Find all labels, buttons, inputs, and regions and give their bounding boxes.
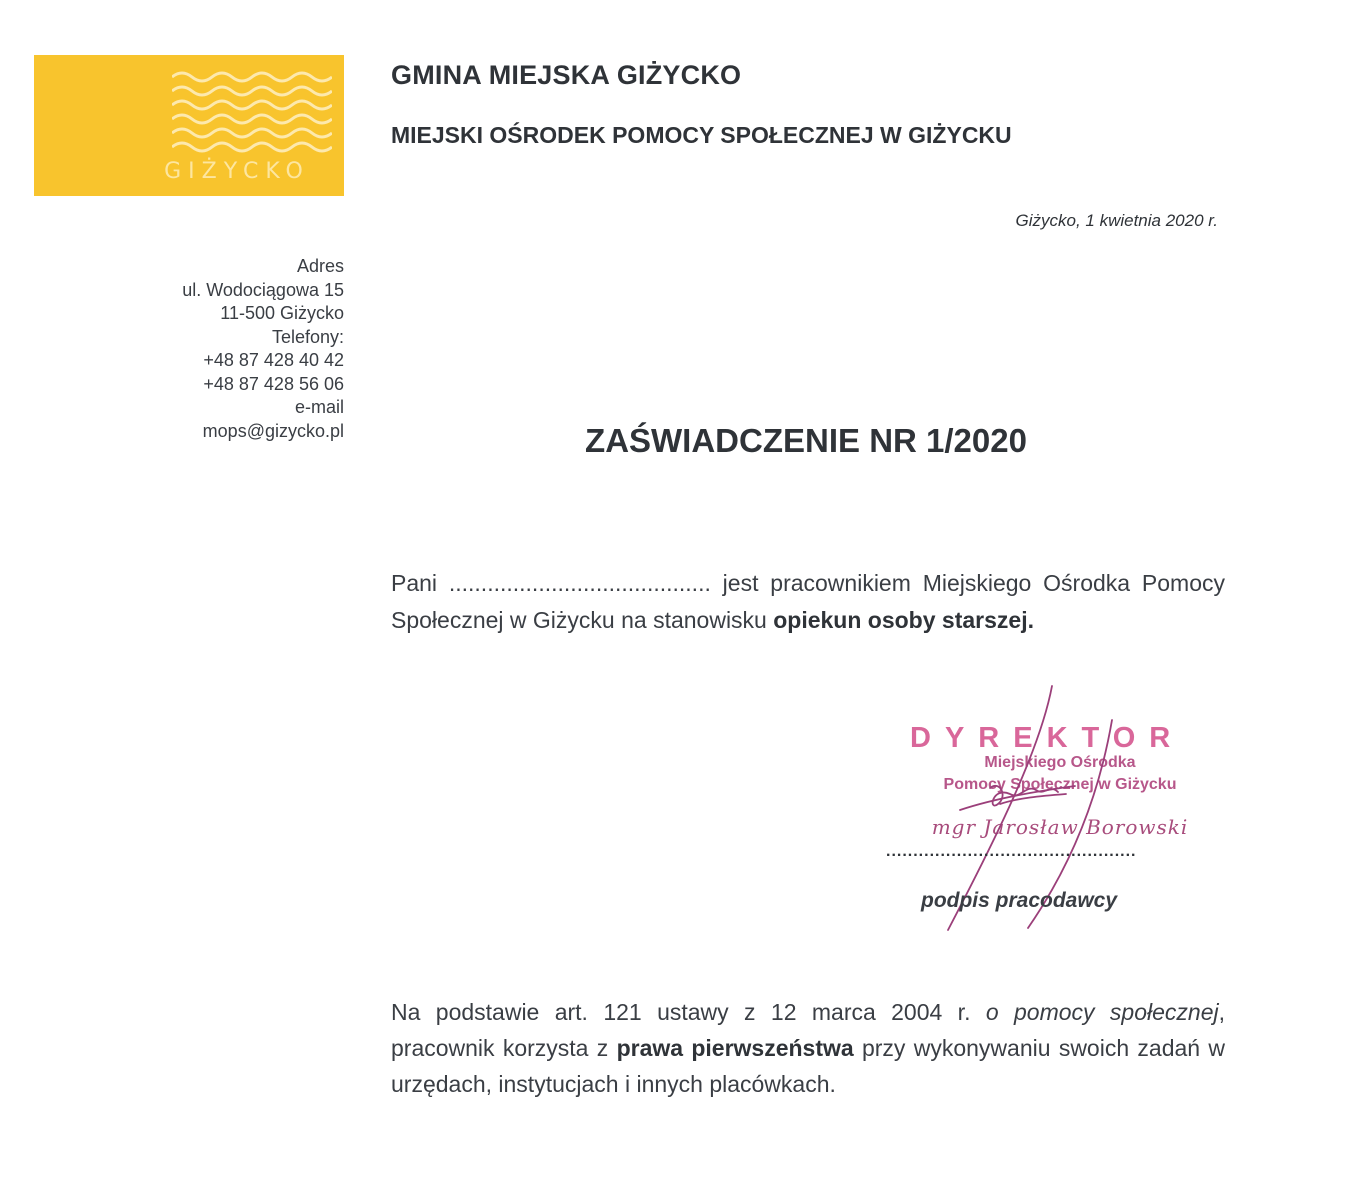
waves-icon — [172, 69, 332, 159]
stamp-line-1: Miejskiego Ośrodka — [984, 754, 1136, 771]
org-name: GMINA MIEJSKA GIŻYCKO — [391, 60, 742, 90]
contact-line: ul. Wodociągowa 15 — [182, 279, 344, 300]
stamp-title: DYREKTOR — [910, 722, 1185, 754]
contact-line: e-mail — [294, 397, 344, 417]
contact-line: Telefony: — [271, 326, 344, 347]
certificate-paragraph — [391, 565, 1225, 639]
legal-text-3: przy wykonywaniu swoich zadań w urzędach, instytucjach i innych placówkach. — [391, 1035, 1225, 1097]
document-date: Giżycko, 1 kwietnia 2020 r. — [1015, 211, 1218, 230]
stamp-line-2: Pomocy Społecznej w Giżycku — [943, 776, 1177, 793]
legal-text-2: , pracownik korzysta z — [391, 999, 1225, 1061]
logo-text: GIŻYCKO — [164, 159, 310, 184]
legal-text-1: Na podstawie art. 121 ustawy z 12 marca 2004 r. — [391, 999, 986, 1025]
contact-line: 11-500 Giżycko — [220, 303, 344, 323]
gizycko-logo — [34, 55, 344, 196]
priority-right: prawa pierwszeństwa — [616, 1035, 854, 1061]
signature-label: podpis pracodawcy — [921, 889, 1118, 912]
stamp-name: mgr Jarosław Borowski — [931, 815, 1189, 839]
act-name: o pomocy społecznej — [985, 999, 1219, 1025]
signature-line: .............................................. — [886, 843, 1137, 860]
contact-block — [150, 255, 344, 443]
contact-line: +48 87 428 40 42 — [203, 350, 344, 370]
contact-line: Adres — [296, 256, 344, 276]
legal-basis-paragraph — [391, 994, 1225, 1102]
unit-name: MIEJSKI OŚRODEK POMOCY SPOŁECZNEJ W GIŻYCKU — [391, 122, 1012, 148]
document-title: ZAŚWIADCZENIE NR 1/2020 — [585, 422, 1027, 459]
contact-line: mops@gizycko.pl — [202, 420, 344, 441]
contact-line: +48 87 428 56 06 — [203, 373, 344, 394]
job-position: opiekun osoby starszej. — [773, 607, 1034, 633]
certificate-text: Pani ......................................... jest pracownikiem Miejskiego Ośrodka Pomocy Społecznej w Giżycku na stanowisku — [391, 570, 1225, 633]
